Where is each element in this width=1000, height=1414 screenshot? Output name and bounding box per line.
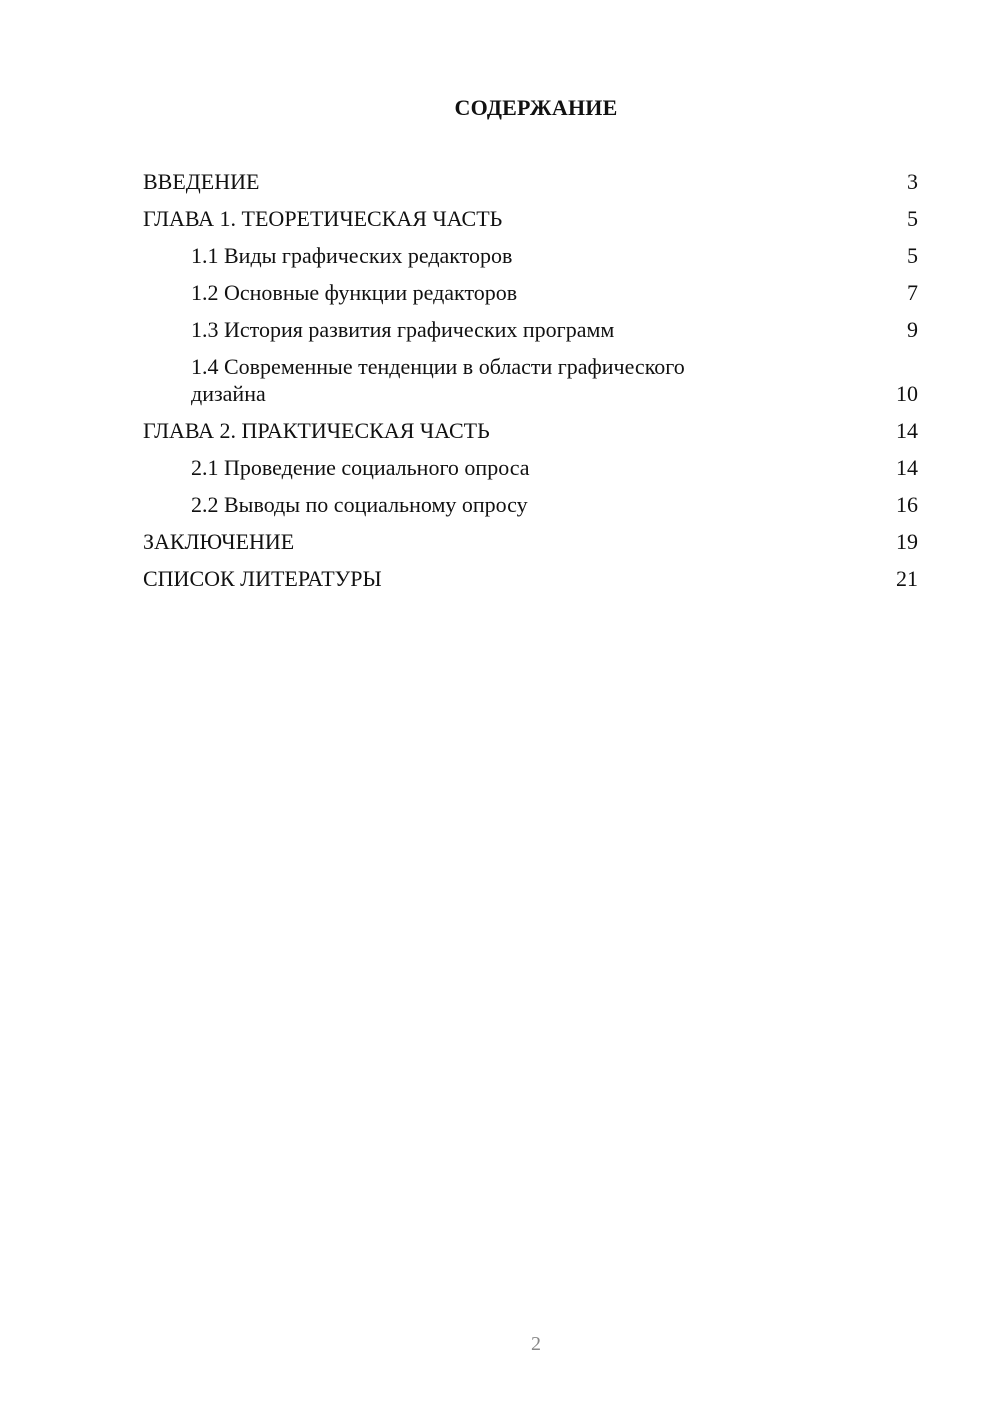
toc-entry-chapter-1 xyxy=(143,205,918,242)
toc-entry-page: 14 xyxy=(896,455,918,480)
toc-entry-section-1-3 xyxy=(143,316,918,353)
toc-entry-page: 10 xyxy=(896,381,918,406)
toc-entry-text: 1.4 Современные тенденции в области графического дизайна xyxy=(191,354,685,406)
toc-entry-conclusion xyxy=(143,528,918,565)
toc-entry-text: 2.2 Выводы по социальному опросу xyxy=(191,492,528,517)
toc-entry-text: СПИСОК ЛИТЕРАТУРЫ xyxy=(143,566,382,591)
toc-entry-introduction xyxy=(143,168,918,205)
toc-entry-text: ВВЕДЕНИЕ xyxy=(143,169,260,194)
toc-entry-page: 9 xyxy=(907,317,918,342)
page-number: 2 xyxy=(531,1333,541,1355)
toc-entry-text: ГЛАВА 1. ТЕОРЕТИЧЕСКАЯ ЧАСТЬ xyxy=(143,206,503,231)
toc-entry-text: ГЛАВА 2. ПРАКТИЧЕСКАЯ ЧАСТЬ xyxy=(143,418,490,443)
toc-entry-section-2-2 xyxy=(143,491,918,528)
toc-entry-chapter-2 xyxy=(143,417,918,454)
toc-entry-section-1-4 xyxy=(143,353,918,417)
toc-entry-bibliography xyxy=(143,565,918,602)
toc-entry-page: 19 xyxy=(896,529,918,554)
toc-title: СОДЕРЖАНИЕ xyxy=(454,95,618,120)
toc-entry-text: 2.1 Проведение социального опроса xyxy=(191,455,530,480)
toc-entry-page: 5 xyxy=(907,243,918,268)
toc-entry-page: 14 xyxy=(896,418,918,443)
toc-entry-section-2-1 xyxy=(143,454,918,491)
toc-entry-page: 21 xyxy=(896,566,918,591)
toc-entry-section-1-1 xyxy=(143,242,918,279)
toc-entry-page: 5 xyxy=(907,206,918,231)
toc-entry-page: 3 xyxy=(907,169,918,194)
toc-entry-text: 1.1 Виды графических редакторов xyxy=(191,243,513,268)
toc-entry-text: 1.2 Основные функции редакторов xyxy=(191,280,518,305)
toc-entry-section-1-2 xyxy=(143,279,918,316)
toc-entry-page: 7 xyxy=(907,280,918,305)
toc-entry-page: 16 xyxy=(896,492,918,517)
toc-entry-text: ЗАКЛЮЧЕНИЕ xyxy=(143,529,295,554)
toc-entry-text: 1.3 История развития графических программ xyxy=(191,317,615,342)
toc-list xyxy=(143,168,918,602)
